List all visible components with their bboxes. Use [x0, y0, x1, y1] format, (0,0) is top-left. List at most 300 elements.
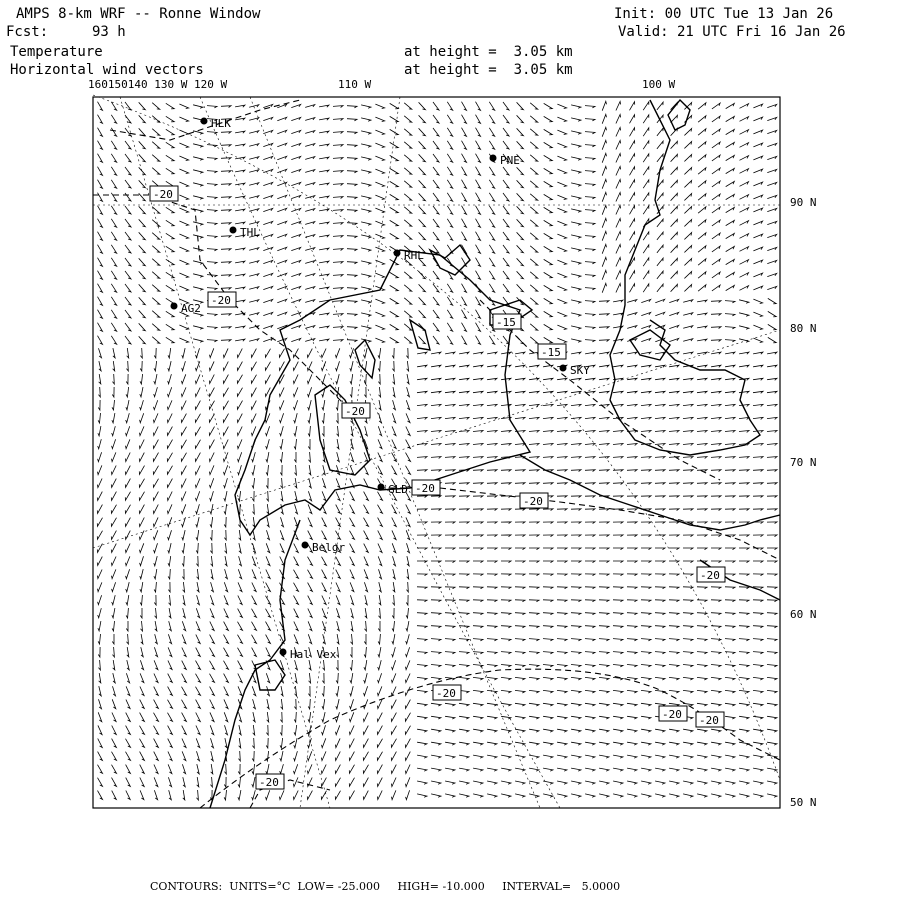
wind-vector: [235, 170, 245, 172]
wind-vector: [517, 102, 524, 109]
wind-vector: [683, 548, 693, 550]
wind-vector: [112, 452, 116, 461]
wind-vector: [473, 613, 483, 615]
wind-vector: [322, 518, 327, 527]
wind-vector: [585, 431, 595, 433]
wind-vector: [294, 439, 296, 449]
wind-vector: [557, 548, 567, 550]
wind-vector: [602, 205, 606, 214]
wind-vector: [221, 184, 231, 186]
wind-vector: [585, 327, 595, 329]
wind-vector: [613, 444, 623, 446]
wind-vector: [98, 128, 103, 137]
wind-vector: [361, 105, 371, 108]
wind-vector: [712, 194, 720, 200]
wind-vector: [683, 561, 693, 563]
wind-vector: [515, 561, 525, 563]
wind-vector: [616, 271, 621, 280]
wind-vector: [739, 781, 749, 784]
wind-vector: [113, 673, 115, 683]
wind-vector: [322, 583, 327, 592]
wind-vector: [140, 660, 143, 669]
wind-vector: [698, 168, 706, 174]
wind-vector: [322, 738, 326, 747]
wind-vector: [364, 387, 366, 397]
wind-vector: [657, 284, 663, 292]
wind-vector: [294, 622, 298, 631]
wind-vector: [98, 323, 103, 332]
wind-vector: [585, 158, 595, 160]
wind-vector: [669, 600, 679, 602]
wind-vector: [291, 247, 300, 250]
wind-vector: [725, 716, 735, 719]
wind-vector: [249, 300, 259, 303]
wind-vector: [503, 180, 509, 188]
wind-vector: [390, 168, 399, 173]
wind-vector: [544, 285, 553, 290]
wind-vector: [543, 444, 553, 446]
wind-vector: [379, 400, 381, 410]
wind-vector: [641, 742, 651, 745]
wind-vector: [98, 336, 103, 345]
wind-vector: [445, 378, 455, 380]
wind-vector: [767, 104, 776, 107]
wind-vector: [166, 311, 174, 317]
wind-vector: [459, 665, 469, 667]
wind-vector: [99, 699, 102, 709]
wind-vector: [364, 582, 367, 591]
wind-vector: [431, 391, 441, 393]
wind-vector: [347, 197, 357, 199]
wind-vector: [462, 193, 467, 202]
wind-vector: [350, 712, 354, 721]
wind-vector: [767, 535, 777, 537]
wind-vector: [529, 535, 539, 537]
wind-vector: [585, 522, 595, 524]
wind-vector: [530, 324, 538, 330]
wind-vector: [347, 158, 357, 160]
wind-vector: [698, 207, 706, 213]
wind-vector: [168, 661, 172, 670]
wind-vector: [487, 742, 497, 745]
wind-vector: [643, 271, 649, 279]
wind-vector: [207, 184, 217, 186]
wind-vector: [309, 478, 311, 488]
wind-vector: [739, 587, 749, 589]
wind-vector: [487, 496, 497, 498]
wind-vector: [419, 128, 426, 135]
wind-vector: [599, 742, 609, 745]
wind-vector: [641, 781, 651, 784]
wind-vector: [530, 337, 538, 343]
wind-vector: [166, 324, 174, 330]
wind-vector: [669, 352, 679, 354]
wind-vector: [392, 453, 397, 462]
wind-vector: [753, 509, 763, 511]
wind-vector: [431, 496, 441, 498]
wind-vector: [445, 391, 455, 393]
wind-vector: [336, 608, 339, 617]
wind-vector: [657, 154, 663, 162]
wind-vector: [140, 361, 142, 371]
wind-vector: [599, 352, 609, 354]
wind-vector: [280, 452, 282, 462]
wind-vector: [613, 496, 623, 498]
wind-vector: [529, 665, 539, 667]
wind-vector: [683, 431, 693, 433]
wind-vector: [725, 417, 735, 419]
wind-vector: [711, 444, 721, 446]
wind-vector: [224, 517, 226, 527]
wind-vector: [433, 219, 439, 227]
wind-vector: [417, 496, 427, 498]
wind-vector: [431, 794, 441, 797]
wind-vector: [196, 674, 201, 683]
wind-vector: [139, 258, 146, 265]
wind-vector: [585, 509, 595, 511]
wind-vector: [599, 483, 609, 485]
wind-vector: [375, 299, 384, 303]
wind-vector: [336, 686, 339, 696]
wind-vector: [337, 439, 339, 449]
wind-vector: [739, 326, 749, 329]
wind-vector: [683, 665, 693, 667]
wind-vector: [462, 180, 467, 189]
wind-vector: [336, 492, 340, 501]
wind-vector: [406, 453, 411, 462]
wind-vector: [487, 716, 497, 719]
wind-vector: [712, 103, 720, 109]
wind-vector: [557, 535, 567, 537]
wind-vector: [459, 561, 469, 563]
wind-vector: [753, 613, 763, 615]
wind-vector: [630, 232, 635, 241]
wind-vector: [166, 207, 174, 213]
wind-vector: [753, 234, 762, 238]
wind-vector: [557, 431, 567, 433]
wind-vector: [431, 431, 441, 433]
wind-vector: [294, 452, 296, 462]
wind-vector: [753, 600, 763, 602]
wind-vector: [683, 768, 693, 771]
wind-vector: [473, 444, 483, 446]
wind-vector: [294, 725, 297, 735]
wind-vector: [613, 781, 623, 784]
wind-vector: [379, 608, 381, 618]
wind-vector: [643, 284, 649, 292]
wind-vector: [683, 574, 693, 576]
wind-vector: [515, 677, 525, 680]
wind-vector: [767, 378, 777, 380]
wind-vector: [263, 169, 272, 172]
wind-vector: [627, 729, 637, 732]
wind-vector: [168, 752, 172, 761]
wind-vector: [476, 310, 481, 319]
wind-vector: [445, 431, 455, 433]
wind-vector: [280, 543, 284, 552]
wind-vector: [487, 391, 497, 393]
wind-vector: [557, 378, 567, 380]
wind-vector: [210, 608, 214, 617]
wind-vector: [487, 470, 497, 472]
wind-vector: [126, 791, 130, 800]
wind-vector: [140, 790, 144, 799]
wind-vector: [238, 686, 242, 695]
wind-vector: [195, 414, 200, 423]
wind-vector: [139, 219, 146, 226]
wind-vector: [459, 742, 469, 745]
wind-vector: [571, 352, 581, 354]
wind-vector: [557, 794, 567, 797]
wind-vector: [739, 652, 749, 654]
wind-vector: [221, 171, 231, 173]
wind-vector: [153, 492, 158, 501]
wind-vector: [433, 310, 439, 318]
wind-vector: [333, 288, 343, 290]
wind-vector: [616, 115, 621, 124]
wind-vector: [487, 613, 497, 615]
wind-vector: [459, 781, 469, 784]
wind-vector: [126, 608, 128, 618]
wind-vector: [476, 336, 481, 345]
wind-vector: [308, 426, 310, 436]
wind-vector: [431, 535, 441, 537]
wind-vector: [487, 522, 497, 524]
wind-vector: [140, 543, 144, 552]
wind-vector: [182, 764, 185, 773]
wind-vector: [210, 700, 215, 709]
wind-vector: [361, 287, 371, 290]
wind-vector: [431, 781, 441, 784]
wind-vector: [237, 414, 242, 423]
wind-vector: [671, 245, 678, 252]
wind-vector: [140, 556, 144, 566]
wind-vector: [669, 781, 679, 784]
wind-vector: [487, 535, 497, 537]
wind-vector: [126, 765, 131, 774]
wind-vector: [630, 271, 635, 280]
wind-vector: [417, 431, 427, 433]
wind-vector: [153, 453, 158, 462]
wind-vector: [280, 426, 284, 436]
station-label: Hal Vex: [290, 648, 337, 661]
wind-vector: [503, 206, 509, 214]
wind-vector: [252, 609, 257, 618]
wind-vector: [154, 569, 157, 579]
wind-vector: [417, 365, 427, 367]
wind-vector: [391, 739, 396, 748]
wind-vector: [711, 470, 721, 472]
wind-vector: [725, 444, 735, 446]
wind-vector: [197, 582, 199, 592]
wind-vector: [225, 764, 227, 774]
wind-vector: [476, 141, 481, 150]
wind-vector: [263, 286, 272, 289]
wind-vector: [447, 141, 452, 149]
wind-vector: [111, 271, 116, 279]
wind-vector: [767, 703, 777, 706]
wind-vector: [543, 587, 553, 589]
wind-vector: [431, 404, 441, 406]
wind-vector: [445, 561, 455, 563]
wind-vector: [529, 768, 539, 771]
wind-vector: [111, 258, 116, 266]
wind-vector: [726, 233, 735, 238]
wind-vector: [294, 400, 298, 409]
wind-vector: [419, 154, 426, 161]
wind-vector: [319, 235, 329, 237]
wind-vector: [207, 340, 217, 342]
wind-vector: [322, 413, 324, 423]
wind-vector: [294, 699, 296, 709]
wind-vector: [753, 561, 763, 563]
wind-vector: [182, 348, 185, 358]
wind-vector: [224, 712, 228, 721]
wind-vector: [361, 261, 371, 264]
wind-vector: [459, 548, 469, 550]
wind-vector: [207, 171, 217, 173]
wind-vector: [543, 703, 553, 706]
wind-vector: [364, 699, 368, 708]
wind-vector: [319, 326, 329, 328]
wind-vector: [543, 755, 553, 758]
wind-vector: [459, 587, 469, 589]
wind-vector: [419, 193, 426, 200]
wind-vector: [431, 639, 441, 641]
wind-vector: [501, 794, 511, 797]
wind-vector: [406, 608, 408, 618]
wind-vector: [235, 326, 245, 328]
wind-vector: [447, 284, 452, 292]
wind-vector: [627, 417, 637, 419]
station-marker: [490, 155, 497, 162]
wind-vector: [433, 115, 439, 123]
wind-vector: [767, 483, 777, 485]
wind-vector: [753, 794, 763, 797]
wind-vector: [126, 387, 129, 397]
wind-vector: [308, 583, 313, 592]
wind-vector: [169, 608, 171, 618]
wind-vector: [393, 387, 395, 397]
wind-vector: [221, 262, 231, 264]
wind-vector: [238, 491, 241, 501]
wind-vector: [319, 183, 329, 185]
wind-vector: [627, 781, 637, 784]
wind-vector: [308, 491, 311, 501]
wind-vector: [487, 574, 497, 576]
wind-vector: [697, 365, 707, 367]
wind-vector: [351, 608, 354, 618]
contour-label: -20: [211, 294, 231, 307]
wind-vector: [111, 466, 116, 475]
wind-vector: [767, 561, 777, 563]
wind-vector: [141, 634, 143, 644]
wind-vector: [501, 742, 511, 745]
wind-vector: [602, 127, 606, 136]
wind-vector: [377, 726, 382, 735]
wind-vector: [224, 790, 226, 800]
wind-vector: [683, 496, 693, 498]
wind-vector: [263, 299, 272, 302]
wind-vector: [322, 621, 325, 630]
wind-vector: [557, 221, 566, 225]
wind-vector: [350, 518, 355, 527]
wind-vector: [431, 665, 441, 667]
wind-vector: [501, 781, 511, 784]
wind-vector: [322, 374, 326, 384]
wind-vector: [291, 273, 300, 276]
wind-vector: [447, 297, 452, 305]
wind-vector: [657, 245, 663, 253]
wind-vector: [501, 600, 511, 602]
wind-vector: [655, 794, 665, 797]
wind-vector: [221, 132, 231, 134]
wind-vector: [179, 338, 188, 343]
wind-vector: [350, 582, 354, 591]
station-label: SKY: [570, 364, 590, 377]
wind-vector: [459, 483, 469, 485]
wind-vector: [238, 648, 243, 657]
wind-vector: [237, 362, 242, 371]
wind-vector: [125, 453, 130, 462]
wind-vector: [544, 246, 553, 251]
wind-vector: [641, 457, 651, 459]
wind-vector: [390, 324, 399, 329]
wind-vector: [154, 726, 159, 735]
wind-vector: [571, 496, 581, 498]
wind-vector: [417, 600, 427, 602]
wind-vector: [655, 509, 665, 511]
wind-vector: [433, 154, 439, 162]
wind-vector: [179, 260, 188, 265]
wind-vector: [544, 155, 553, 160]
wind-vector: [753, 325, 762, 329]
wind-vector: [529, 574, 539, 576]
wind-vector: [613, 404, 623, 406]
wind-vector: [543, 404, 553, 406]
wind-vector: [239, 712, 242, 722]
wind-vector: [210, 635, 215, 644]
wind-vector: [223, 348, 228, 357]
wind-vector: [517, 258, 524, 265]
wind-vector: [125, 336, 131, 344]
wind-vector: [249, 170, 259, 173]
wind-vector: [445, 626, 455, 628]
wind-vector: [417, 587, 427, 589]
wind-vector: [375, 273, 384, 277]
wind-vector: [182, 726, 187, 735]
wind-vector: [305, 183, 315, 186]
wind-vector: [543, 548, 553, 550]
wind-vector: [655, 457, 665, 459]
wind-vector: [252, 491, 254, 501]
wind-vector: [669, 677, 679, 680]
wind-vector: [392, 543, 396, 552]
wind-vector: [336, 699, 339, 709]
wind-vector: [364, 557, 368, 566]
wind-vector: [350, 673, 353, 683]
wind-vector: [378, 544, 382, 553]
wind-vector: [571, 131, 581, 134]
wind-vector: [712, 220, 720, 226]
wind-vector: [111, 479, 116, 488]
wind-vector: [417, 522, 427, 524]
wind-vector: [585, 690, 595, 693]
wind-vector: [433, 102, 439, 110]
wind-vector: [168, 387, 172, 396]
wind-vector: [154, 777, 158, 786]
wind-vector: [476, 297, 481, 306]
